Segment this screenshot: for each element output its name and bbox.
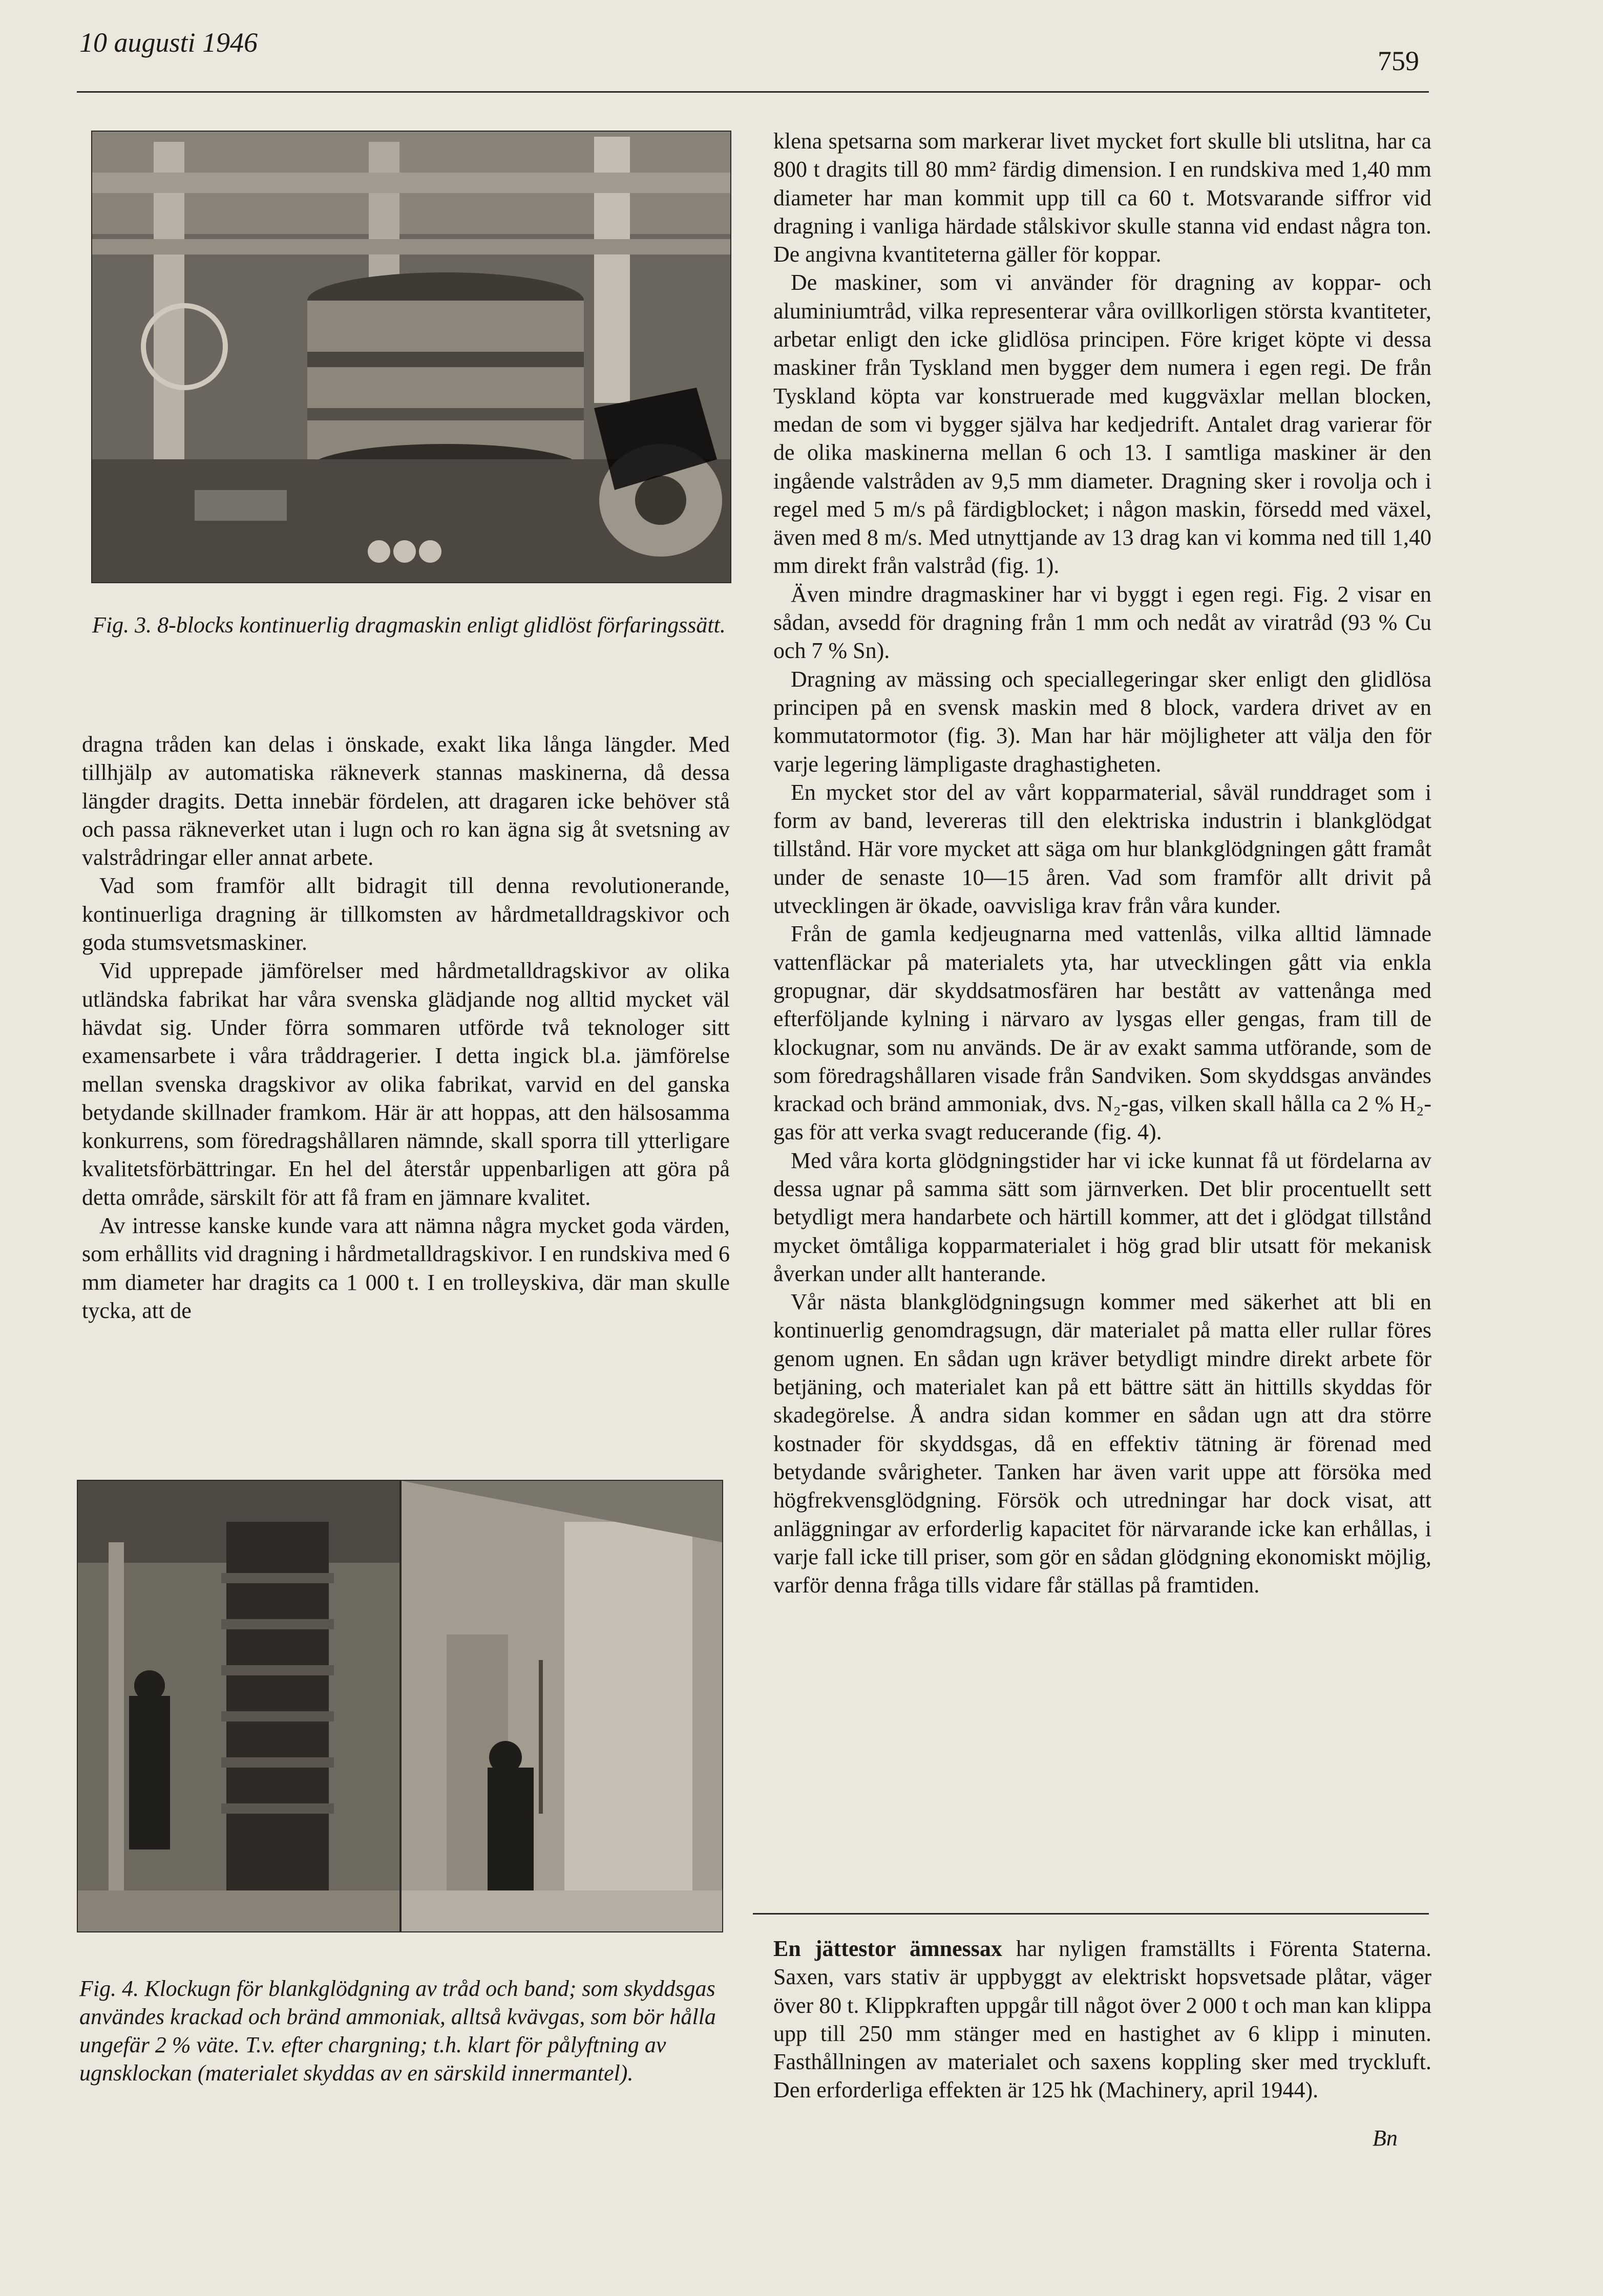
news-paragraph xyxy=(773,1934,1431,2104)
news-item xyxy=(773,1934,1431,2104)
left-paragraph-1: dragna tråden kan delas i önskade, exakt lika långa längder. Med tillhjälp av automatiska räkneverk stannas maskinerna, då dessa längder dragits. Detta innebär fördelen, att dragaren icke behöver stå och passa räkneverket utan i lugn och ro kan ägna sig åt svetsning av valstrådringar eller annat arbete. xyxy=(82,732,730,870)
section-rule xyxy=(753,1913,1429,1915)
right-column xyxy=(773,127,1431,1599)
right-paragraph-6: Från de gamla kedjeugnarna med vattenlås, vilka alltid lämnade vattenfläckar på materialets yta, har utvecklingen gått via enkla gropugnar, där skyddsatmosfären har bestått av vattenånga med efterföljande kylning i närvaro av lysgas eller gengas, fram till de klockugnar, som nu används. De är av exakt samma utförande, som de som föredragshållaren visade från Sandviken. Som skyddsgas användes krackad och bränd ammoniak, dvs. N₂-gas, vilken skall hålla ca 2 % H₂-gas för att verka svagt reducerande (fig. 4). xyxy=(773,921,1431,1145)
header-date: 10 augusti 1946 xyxy=(79,27,258,58)
right-paragraph-7: Med våra korta glödgningstider har vi icke kunnat få ut fördelarna av dessa ugnar på samma sätt som järnverken. Det blir procentuellt sett betydligt mera handarbete och härtill kommer, att det i glödgat tillstånd mycket ömtåliga kopparmaterialet i hög grad blir utsatt för mekanisk åverkan under allt hanterande. xyxy=(773,1147,1431,1286)
left-paragraph-2: Vad som framför allt bidragit till denna revolutionerande, kontinuerliga dragning är tillkomsten av hårdmetalldragskivor och goda stumsvetsmaskiner. xyxy=(82,873,730,955)
signature: Bn xyxy=(1373,2125,1398,2151)
figure-3-photo xyxy=(91,131,731,583)
left-column xyxy=(82,730,730,1325)
right-paragraph-4: Dragning av mässing och speciallegeringar sker enligt den glidlösa principen på en svensk maskin med 8 block, vardera drivet av en kommutatormotor (fig. 3). Man har här möjligheter att välja den för varje legering lämpligaste draghastigheten. xyxy=(773,666,1431,777)
left-paragraph-4: Av intresse kanske kunde vara att nämna några mycket goda värden, som erhållits vid dragning i hårdmetalldragskivor. I en rundskiva med 6 mm diameter har dragits ca 1 000 t. I en trolleyskiva, där man skulle tycka, att de xyxy=(82,1213,730,1323)
figure-4-caption: Fig. 4. Klockugn för blankglödgning av tråd och band; som skyddsgas användes krackad och bränd ammoniak, alltså kvävgas, som bör hålla ungefär 2 % väte. T.v. efter chargning; t.h. klart för pålyftning av ugnsklockan (materialet skyddas av en särskild innermantel). xyxy=(79,1976,716,2086)
left-paragraph-3: Vid upprepade jämförelser med hårdmetalldragskivor av olika utländska fabrikat har våra svenska glädjande nog alltid mycket väl hävdat sig. Under förra sommaren utförde två teknologer sitt examensarbete i våra tråddragerier. I detta ingick bl.a. jämförelse mellan svenska dragskivor av olika fabrikat, varvid en del ganska betydande skillnader framkom. Här är att hoppas, att den hälsosamma konkurrens, som föredragshållaren nämnde, skall sporra till ytterligare kvalitetsförbättringar. En hel del återstår uppenbarligen att göra på detta område, särskilt för att få fram en jämnare kvalitet. xyxy=(82,958,730,1210)
page-number: 759 xyxy=(1378,46,1419,76)
drawing-machine-image xyxy=(92,132,730,582)
right-paragraph-3: Även mindre dragmaskiner har vi byggt i egen regi. Fig. 2 visar en sådan, avsedd för dragning från 1 mm och nedåt av viratråd (93 % Cu och 7 % Sn). xyxy=(773,581,1431,664)
header-rule xyxy=(77,91,1429,93)
right-paragraph-8: Vår nästa blankglödgningsugn kommer med säkerhet att bli en kontinuerlig genomdragsugn, där materialet på matta eller rullar föres genom ugnen. En sådan ugn kräver betydligt mindre direkt arbete för betjäning, och materialet kan på ett bättre sätt än hittills skyddas för skadegörelse. Å andra sidan kommer en sådan ugn att dra större kostnader för skyddsgas, då en effektiv tätning är förenad med betydande svårigheter. Tanken har även varit uppe att försöka med högfrekvensglödgning. Försök och utredningar har dock visat, att anläggningar av erforderlig kapacitet för närvarande icke kan erhållas, i varje fall icke till priser, som gör en sådan glödgning ekonomiskt möjlig, varför denna fråga tills vidare får ställas på framtiden. xyxy=(773,1289,1431,1598)
figure-4-photo xyxy=(77,1480,723,1932)
right-paragraph-1: klena spetsarna som markerar livet mycket fort skulle bli utslitna, har ca 800 t dragits till 80 mm² färdig dimension. I en rundskiva med 1,40 mm diameter har man kommit upp till ca 60 t. Motsvarande siffror vid dragning i vanliga härdade stålskivor skulle stanna vid endast några ton. De angivna kvantiteterna gäller för koppar. xyxy=(773,129,1431,267)
right-paragraph-2: De maskiner, som vi använder för dragning av koppar- och aluminiumtråd, vilka representerar våra ovillkorligen största kvantiteter, arbetar enligt den icke glidlösa principen. Före kriget köpte vi dessa maskiner från Tyskland men bygger dem numera i egen regi. De från Tyskland köpta var konstruerade med kuggväxlar mellan blocken, medan de som vi bygger själva har kedjedrift. Antalet drag varierar för de olika maskinerna mellan 6 och 13. I samtliga maskiner är den ingående valstråden av 9,5 mm diameter. Dragning sker i rovolja och i regel med 5 m/s på färdigblocket; i någon maskin, försedd med växel, även med 8 m/s. Med utnyttjande av 13 drag kan vi komma ned till 1,40 mm direkt från valstråd (fig. 1). xyxy=(773,270,1431,579)
news-body: har nyligen framställts i Förenta Staterna. Saxen, vars stativ är uppbyggt av elektriskt hopsvetsade plåtar, väger över 80 t. Klippkraften uppgår till något över 2 000 t och man kan klippa upp till 250 mm stänger med en hastighet av 6 klipp i minuten. Fasthållningen av materialet och saxens koppling sker med tryckluft. Den erforderliga effekten är 125 hk (Machinery, april 1944). xyxy=(773,1936,1432,2103)
news-heading: En jättestor ämnessax xyxy=(773,1936,1002,1961)
furnace-image xyxy=(78,1481,722,1931)
right-paragraph-5: En mycket stor del av vårt kopparmaterial, såväl runddraget som i form av band, levereras till den elektriska industrin i blankglödgat tillstånd. Här vore mycket att säga om hur blankglödgningen gått framåt under de senaste 10—15 åren. Vad som framför allt drivit på utvecklingen är ökade, oavvisliga krav från våra kunder. xyxy=(773,779,1431,919)
figure-3-caption: Fig. 3. 8-blocks kontinuerlig dragmaskin enligt glidlöst förfaringssätt. xyxy=(92,612,726,637)
